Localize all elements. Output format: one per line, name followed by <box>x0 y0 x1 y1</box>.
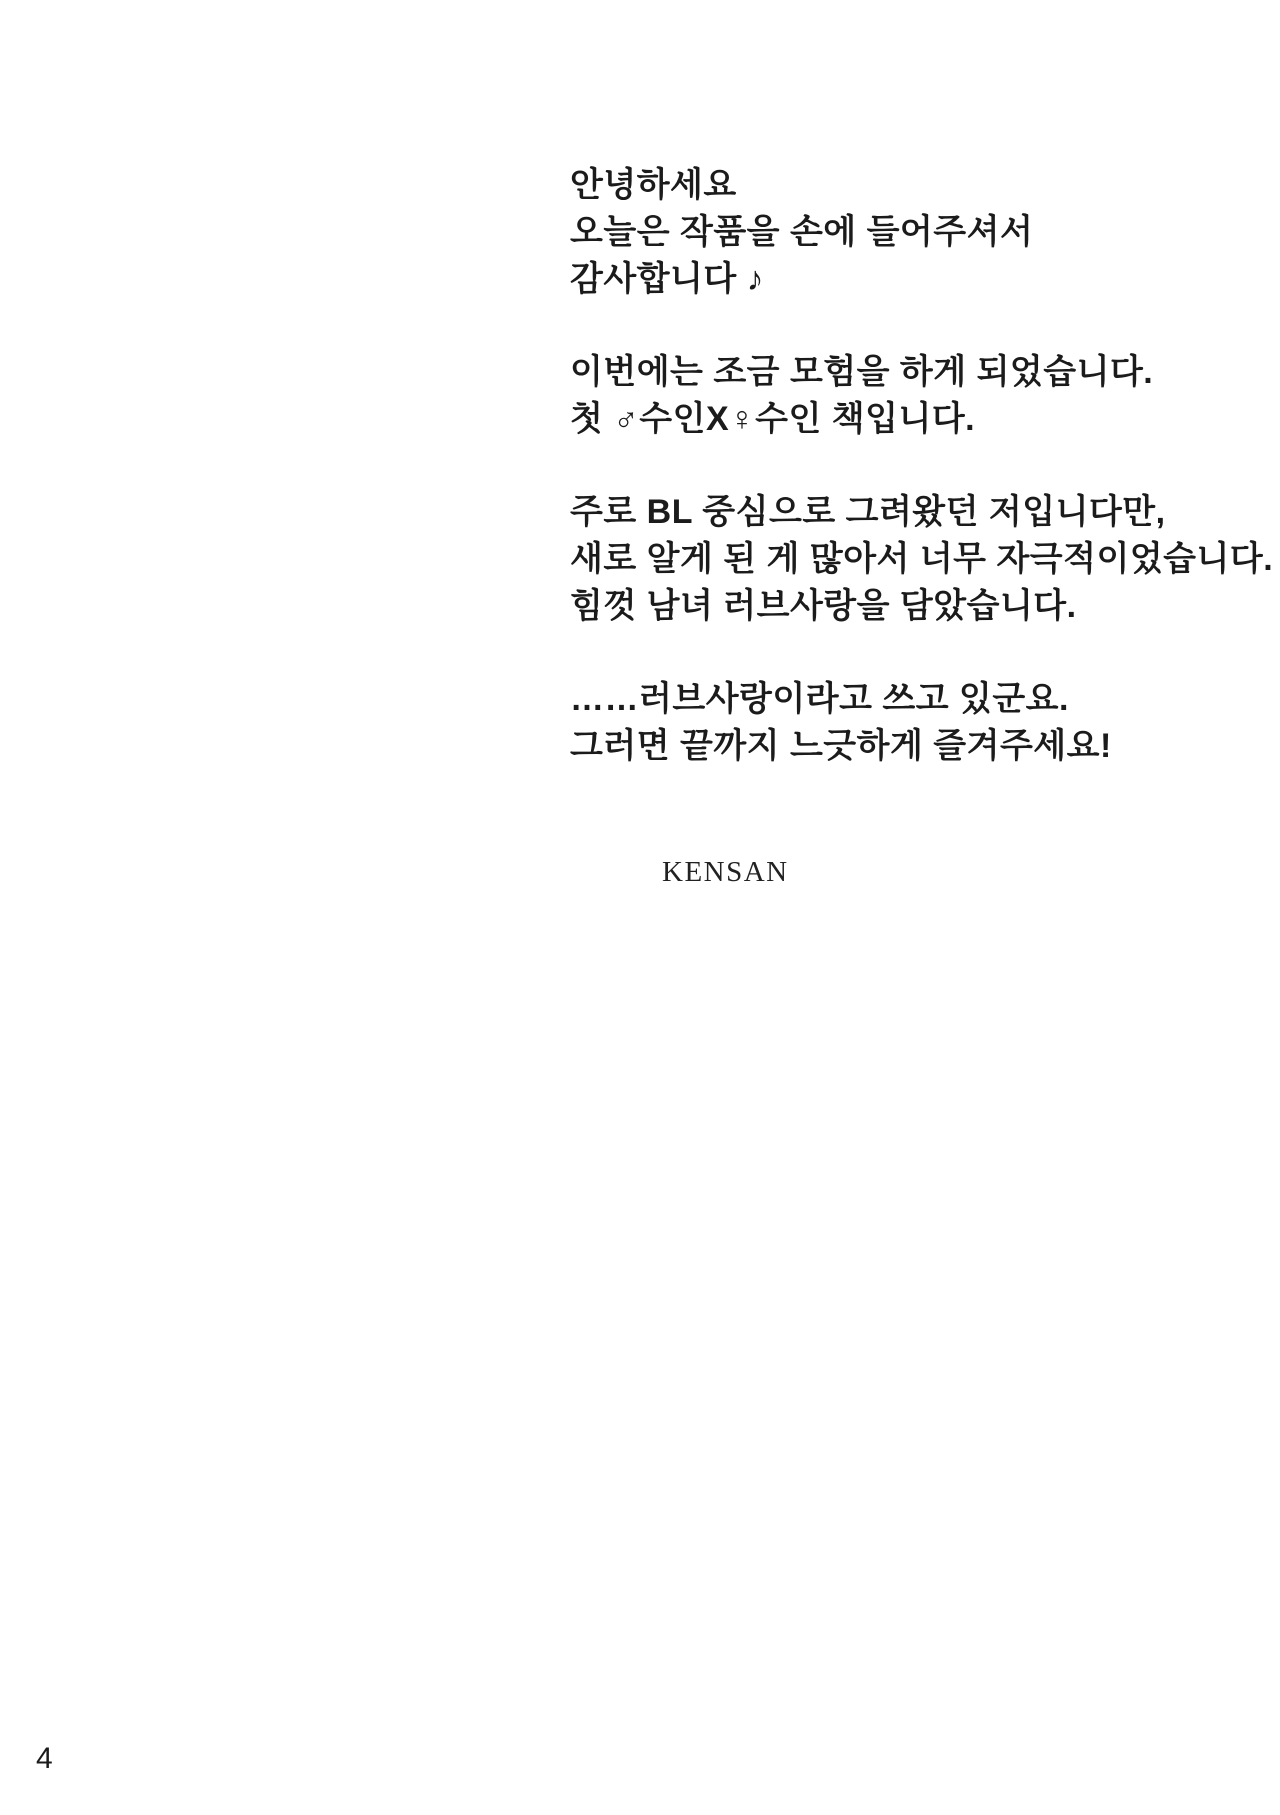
afterword-text-block <box>570 162 1273 889</box>
text-line: 첫 ♂수인X♀수인 책입니다. <box>570 400 976 438</box>
page-number: 4 <box>36 1742 53 1775</box>
afterword-paragraph-greeting <box>570 162 1273 303</box>
text-line: 감사합니다 ♪ <box>570 260 765 298</box>
text-line: 주로 BL 중심으로 그려왔던 저입니다만, <box>570 493 1166 531</box>
text-line: 이번에는 조금 모험을 하게 되었습니다. <box>570 353 1154 391</box>
author-signature: KENSAN <box>662 856 789 888</box>
text-line: 힘껏 남녀 러브사랑을 담았습니다. <box>570 587 1077 625</box>
text-line: ……러브사랑이라고 쓰고 있군요. <box>570 680 1069 718</box>
afterword-paragraph-adventure <box>570 349 1273 443</box>
text-line: 새로 알게 된 게 많아서 너무 자극적이었습니다. <box>570 540 1274 578</box>
afterword-paragraph-background <box>570 489 1273 630</box>
text-line: 그러면 끝까지 느긋하게 즐겨주세요! <box>570 727 1112 765</box>
text-line: 안녕하세요 <box>570 166 737 204</box>
afterword-paragraph-closing <box>570 676 1273 770</box>
text-line: 오늘은 작품을 손에 들어주셔서 <box>570 213 1034 251</box>
